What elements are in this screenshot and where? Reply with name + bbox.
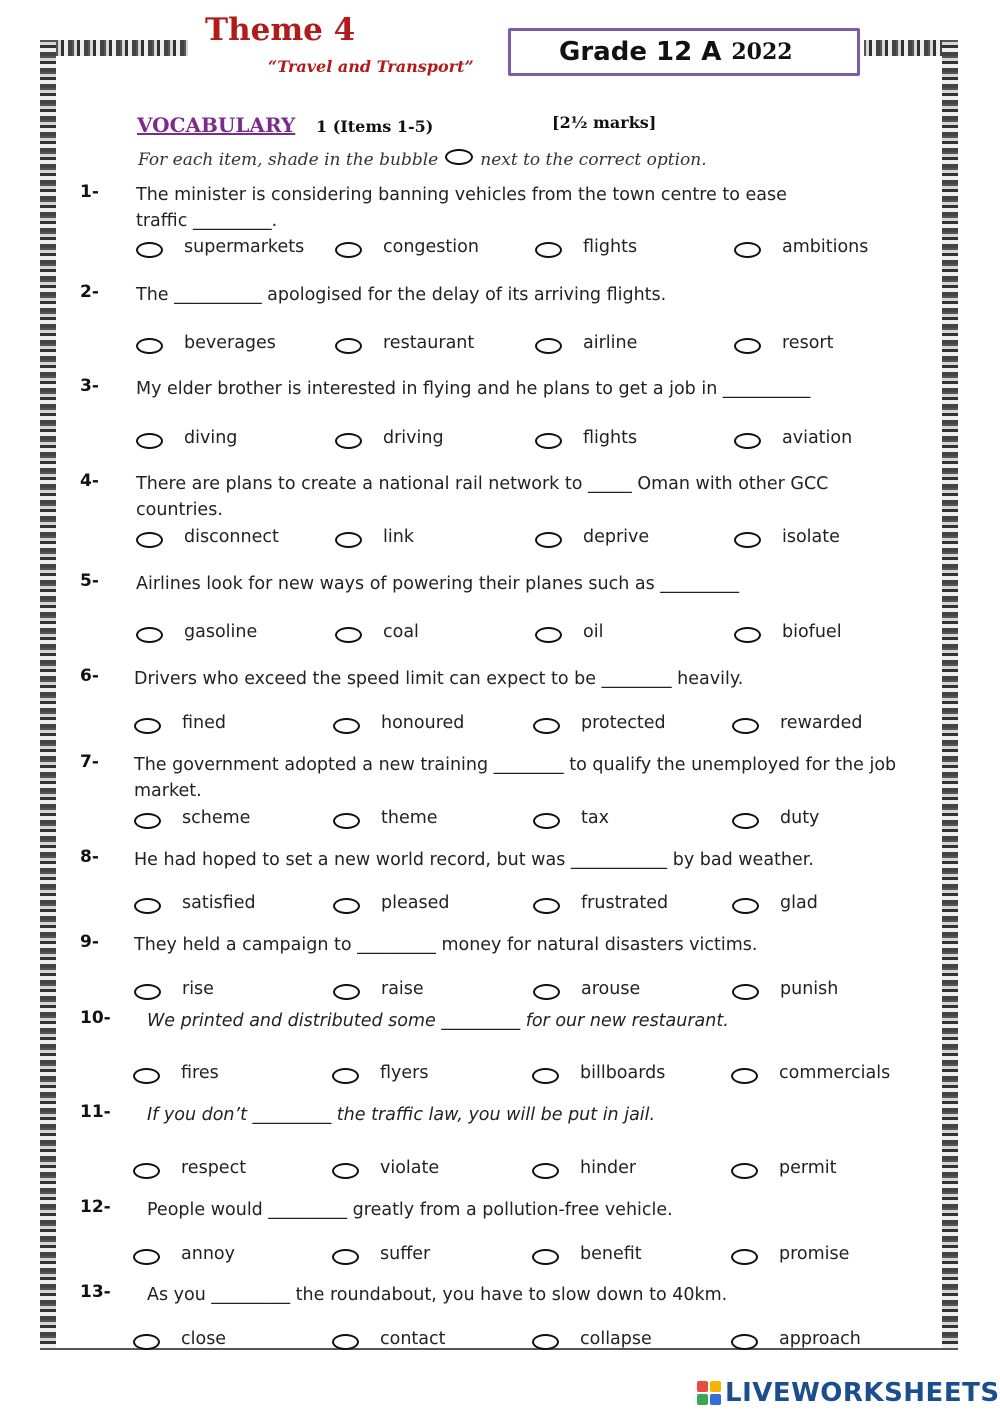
answer-bubble-icon[interactable] (731, 1068, 758, 1084)
logo-mark-icon (697, 1381, 721, 1405)
answer-bubble-icon[interactable] (335, 627, 362, 643)
option-4[interactable] (732, 890, 818, 916)
option-4[interactable] (731, 1241, 849, 1267)
option-label: glad (780, 893, 818, 913)
logo-text: LIVEWORKSHEETS (725, 1378, 1000, 1408)
option-2[interactable] (332, 1155, 439, 1181)
option-1[interactable] (134, 710, 226, 736)
answer-bubble-icon[interactable] (333, 898, 360, 914)
answer-bubble-icon[interactable] (533, 984, 560, 1000)
option-4[interactable] (732, 976, 838, 1002)
answer-bubble-icon[interactable] (532, 1334, 559, 1350)
question-stem: Drivers who exceed the speed limit can expect to be ________ heavily. (134, 669, 744, 689)
option-label: link (383, 527, 414, 547)
option-4[interactable] (734, 619, 842, 645)
option-3[interactable] (535, 234, 637, 260)
answer-bubble-icon[interactable] (136, 532, 163, 548)
option-2[interactable] (333, 976, 424, 1002)
option-label: tax (581, 808, 609, 828)
section-items: 1 (Items 1-5) (316, 117, 434, 136)
theme-subtitle: “Travel and Transport” (268, 57, 474, 76)
option-1[interactable] (136, 330, 276, 356)
option-label: fined (182, 713, 226, 733)
question-stem: We printed and distributed some _________ for our new restaurant. (147, 1011, 729, 1031)
option-1[interactable] (133, 1241, 235, 1267)
option-label: raise (381, 979, 424, 999)
answer-bubble-icon[interactable] (335, 433, 362, 449)
question-number: 2- (80, 282, 99, 302)
option-4[interactable] (731, 1155, 837, 1181)
answer-bubble-icon[interactable] (136, 433, 163, 449)
option-1[interactable] (136, 425, 237, 451)
answer-bubble-icon[interactable] (734, 242, 761, 258)
options-row (133, 1060, 953, 1086)
option-2[interactable] (335, 234, 479, 260)
option-4[interactable] (731, 1060, 890, 1086)
question-stem: As you _________ the roundabout, you have to slow down to 40km. (147, 1285, 728, 1305)
option-2[interactable] (333, 710, 464, 736)
question-number: 5- (80, 571, 99, 591)
option-3[interactable] (535, 330, 637, 356)
answer-bubble-icon[interactable] (332, 1334, 359, 1350)
answer-bubble-icon[interactable] (532, 1249, 559, 1265)
option-3[interactable] (535, 425, 637, 451)
option-label: violate (380, 1158, 440, 1178)
option-2[interactable] (332, 1241, 430, 1267)
answer-bubble-icon[interactable] (335, 532, 362, 548)
answer-bubble-icon[interactable] (134, 718, 161, 734)
options-row (133, 1155, 953, 1181)
option-1[interactable] (134, 805, 250, 831)
answer-bubble-icon[interactable] (333, 813, 360, 829)
option-label: supermarkets (184, 237, 305, 257)
section-title: VOCABULARY (137, 113, 296, 137)
option-1[interactable] (134, 890, 256, 916)
option-label: isolate (782, 527, 840, 547)
option-label: suffer (380, 1244, 431, 1264)
option-1[interactable] (133, 1155, 246, 1181)
answer-bubble-icon[interactable] (133, 1068, 160, 1084)
question-stem: The government adopted a new training ________ to qualify the unemployed for the job market. (134, 755, 897, 801)
option-label: honoured (381, 713, 465, 733)
option-label: promise (779, 1244, 850, 1264)
option-label: scheme (182, 808, 251, 828)
answer-bubble-icon[interactable] (535, 627, 562, 643)
answer-bubble-icon[interactable] (734, 627, 761, 643)
option-label: diving (184, 428, 238, 448)
option-1[interactable] (136, 234, 304, 260)
frame-left (40, 40, 56, 1350)
option-label: airline (583, 333, 638, 353)
option-label: duty (780, 808, 820, 828)
grade-box (508, 28, 860, 76)
option-3[interactable] (533, 890, 668, 916)
answer-bubble-icon[interactable] (335, 242, 362, 258)
question-stem: Airlines look for new ways of powering their planes such as _________ (136, 574, 740, 594)
answer-bubble-icon[interactable] (535, 338, 562, 354)
option-3[interactable] (533, 805, 609, 831)
option-label: biofuel (782, 622, 842, 642)
frame-top-left (40, 40, 188, 56)
option-label: restaurant (383, 333, 475, 353)
option-label: satisfied (182, 893, 256, 913)
options-row (133, 1241, 953, 1267)
answer-bubble-icon[interactable] (732, 984, 759, 1000)
question-stem: The __________ apologised for the delay of its arriving flights. (136, 285, 667, 305)
option-4[interactable] (734, 330, 833, 356)
option-label: flyers (380, 1063, 429, 1083)
option-3[interactable] (533, 710, 666, 736)
option-label: contact (380, 1329, 446, 1349)
option-1[interactable] (136, 619, 257, 645)
question-stem: He had hoped to set a new world record, but was ___________ by bad weather. (134, 850, 814, 870)
answer-bubble-icon[interactable] (134, 813, 161, 829)
question-stem: People would _________ greatly from a pollution-free vehicle. (147, 1200, 673, 1220)
answer-bubble-icon[interactable] (333, 984, 360, 1000)
option-1[interactable] (133, 1326, 226, 1352)
option-label: resort (782, 333, 834, 353)
grade-label: Grade 12 A (559, 37, 722, 67)
answer-bubble-icon[interactable] (333, 718, 360, 734)
answer-bubble-icon[interactable] (134, 898, 161, 914)
option-label: congestion (383, 237, 479, 257)
option-4[interactable] (734, 524, 840, 550)
option-2[interactable] (335, 330, 474, 356)
year-label: 2022 (731, 39, 793, 65)
section-marks: [2½ marks] (552, 113, 657, 132)
option-3[interactable] (532, 1326, 652, 1352)
question-number: 1- (80, 182, 99, 202)
answer-bubble-icon[interactable] (532, 1163, 559, 1179)
answer-bubble-icon[interactable] (332, 1068, 359, 1084)
question-stem: My elder brother is interested in flying and he plans to get a job in __________ (136, 379, 811, 399)
options-row (134, 976, 954, 1002)
option-label: flights (583, 237, 638, 257)
question-stem: If you don’t _________ the traffic law, you will be put in jail. (147, 1105, 656, 1125)
question-number: 10- (80, 1008, 111, 1028)
question-number: 9- (80, 932, 99, 952)
answer-bubble-icon[interactable] (532, 1068, 559, 1084)
option-2[interactable] (333, 890, 449, 916)
answer-bubble-icon[interactable] (731, 1163, 758, 1179)
option-3[interactable] (533, 976, 640, 1002)
option-label: close (181, 1329, 227, 1349)
answer-bubble-icon[interactable] (332, 1163, 359, 1179)
option-label: disconnect (184, 527, 279, 547)
options-row (134, 890, 954, 916)
option-2[interactable] (335, 425, 444, 451)
answer-bubble-icon[interactable] (732, 718, 759, 734)
option-3[interactable] (535, 619, 603, 645)
option-2[interactable] (335, 619, 419, 645)
theme-title: Theme 4 (205, 12, 356, 48)
answer-bubble-icon[interactable] (332, 1249, 359, 1265)
option-label: aviation (782, 428, 853, 448)
option-1[interactable] (136, 524, 279, 550)
bubble-icon (445, 149, 473, 165)
options-row (136, 330, 956, 356)
answer-bubble-icon[interactable] (734, 433, 761, 449)
options-row (136, 425, 956, 451)
question-stem: The minister is considering banning vehicles from the town centre to ease traffic _________. (136, 185, 787, 231)
option-label: driving (383, 428, 444, 448)
answer-bubble-icon[interactable] (732, 813, 759, 829)
option-3[interactable] (532, 1241, 642, 1267)
question-number: 11- (80, 1102, 111, 1122)
options-row (134, 710, 954, 736)
answer-bubble-icon[interactable] (136, 242, 163, 258)
option-label: rewarded (780, 713, 863, 733)
option-label: frustrated (581, 893, 669, 913)
option-2[interactable] (332, 1326, 446, 1352)
option-label: pleased (381, 893, 450, 913)
answer-bubble-icon[interactable] (136, 338, 163, 354)
answer-bubble-icon[interactable] (734, 338, 761, 354)
option-1[interactable] (134, 976, 214, 1002)
option-label: oil (583, 622, 604, 642)
option-3[interactable] (532, 1060, 665, 1086)
option-label: approach (779, 1329, 861, 1349)
option-4[interactable] (732, 710, 862, 736)
option-label: rise (182, 979, 214, 999)
option-label: fires (181, 1063, 219, 1083)
answer-bubble-icon[interactable] (335, 338, 362, 354)
answer-bubble-icon[interactable] (731, 1334, 758, 1350)
option-4[interactable] (732, 805, 819, 831)
option-label: gasoline (184, 622, 258, 642)
option-1[interactable] (133, 1060, 219, 1086)
answer-bubble-icon[interactable] (734, 532, 761, 548)
option-3[interactable] (532, 1155, 636, 1181)
answer-bubble-icon[interactable] (134, 984, 161, 1000)
option-label: annoy (181, 1244, 235, 1264)
instruction-before: For each item, shade in the bubble (138, 150, 439, 170)
question-number: 12- (80, 1197, 111, 1217)
option-label: permit (779, 1158, 837, 1178)
option-label: benefit (580, 1244, 642, 1264)
question-number: 7- (80, 752, 99, 772)
option-label: collapse (580, 1329, 652, 1349)
answer-bubble-icon[interactable] (133, 1249, 160, 1265)
liveworksheets-logo (697, 1378, 1000, 1408)
options-row (133, 1326, 953, 1352)
options-row (136, 234, 956, 260)
option-label: theme (381, 808, 438, 828)
options-row (134, 805, 954, 831)
option-2[interactable] (333, 805, 438, 831)
option-label: commercials (779, 1063, 891, 1083)
options-row (136, 524, 956, 550)
option-2[interactable] (335, 524, 414, 550)
question-number: 8- (80, 847, 99, 867)
question-number: 4- (80, 471, 99, 491)
option-label: deprive (583, 527, 650, 547)
option-label: flights (583, 428, 638, 448)
options-row (136, 619, 956, 645)
question-number: 13- (80, 1282, 111, 1302)
option-label: punish (780, 979, 839, 999)
answer-bubble-icon[interactable] (533, 898, 560, 914)
answer-bubble-icon[interactable] (133, 1163, 160, 1179)
answer-bubble-icon[interactable] (533, 813, 560, 829)
question-number: 3- (80, 376, 99, 396)
option-4[interactable] (734, 425, 852, 451)
question-number: 6- (80, 666, 99, 686)
option-2[interactable] (332, 1060, 428, 1086)
answer-bubble-icon[interactable] (535, 242, 562, 258)
instruction (138, 150, 707, 170)
option-label: billboards (580, 1063, 666, 1083)
question-stem: They held a campaign to _________ money for natural disasters victims. (134, 935, 758, 955)
option-label: arouse (581, 979, 641, 999)
answer-bubble-icon[interactable] (732, 898, 759, 914)
question-stem: There are plans to create a national rail network to _____ Oman with other GCC countries. (136, 474, 829, 520)
answer-bubble-icon[interactable] (535, 532, 562, 548)
answer-bubble-icon[interactable] (533, 718, 560, 734)
answer-bubble-icon[interactable] (133, 1334, 160, 1350)
option-3[interactable] (535, 524, 649, 550)
option-label: hinder (580, 1158, 637, 1178)
answer-bubble-icon[interactable] (535, 433, 562, 449)
answer-bubble-icon[interactable] (136, 627, 163, 643)
option-label: respect (181, 1158, 247, 1178)
option-4[interactable] (734, 234, 868, 260)
option-label: beverages (184, 333, 276, 353)
option-label: coal (383, 622, 419, 642)
option-4[interactable] (731, 1326, 861, 1352)
answer-bubble-icon[interactable] (731, 1249, 758, 1265)
option-label: ambitions (782, 237, 869, 257)
instruction-after: next to the correct option. (480, 150, 707, 170)
option-label: protected (581, 713, 666, 733)
